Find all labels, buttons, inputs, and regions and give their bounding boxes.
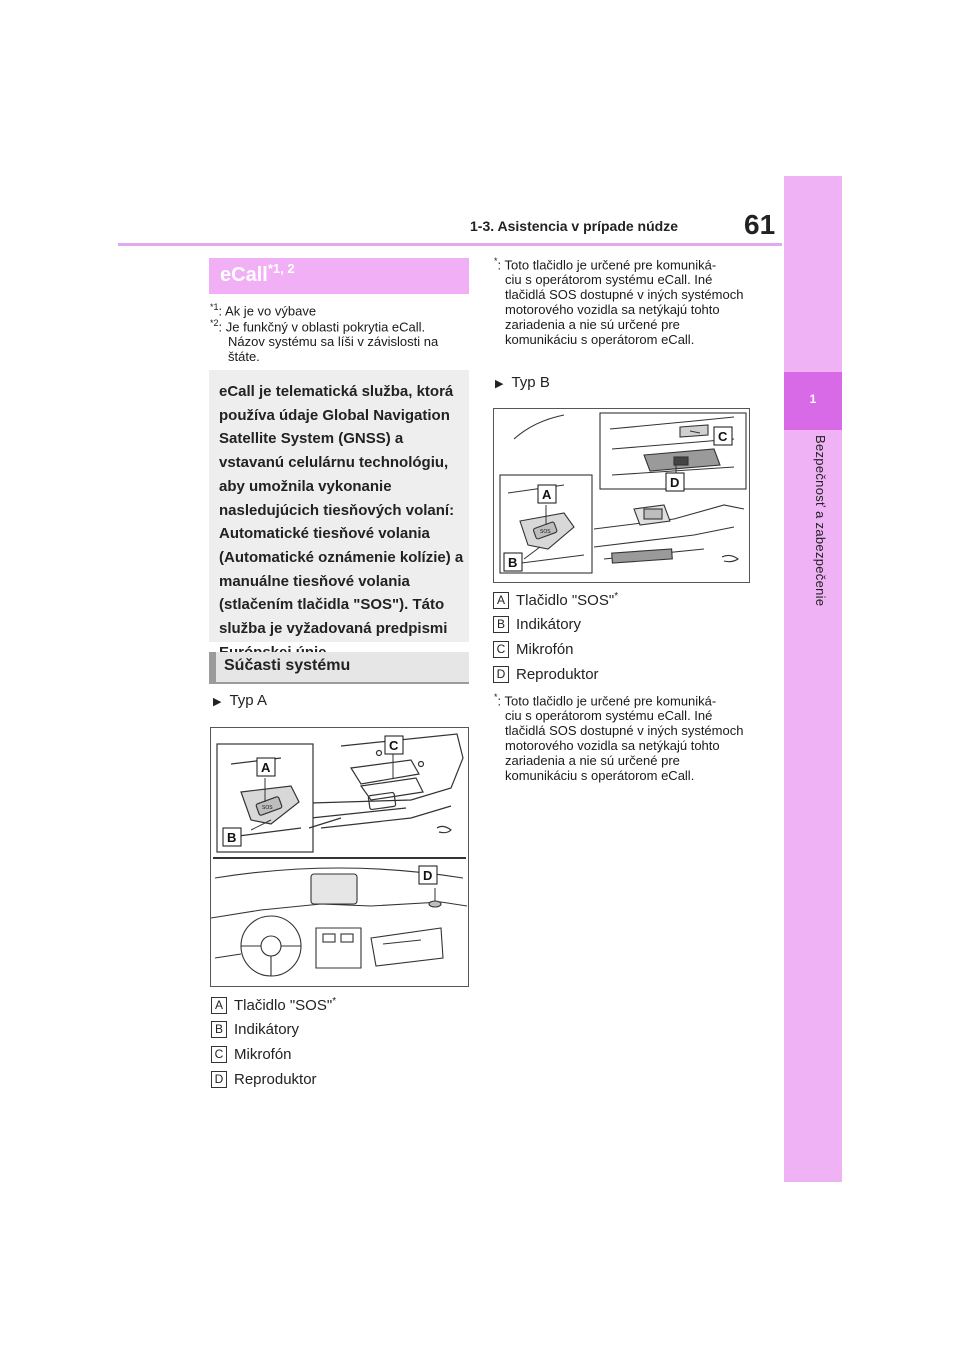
footnote-continuation: Názov systému sa líši v závislosti na štáte.	[228, 334, 439, 365]
figure-a-label-b: B	[227, 830, 237, 845]
badge-d: D	[493, 666, 509, 683]
figure-a-label-a: A	[261, 760, 271, 775]
type-a-text: Typ A	[229, 692, 267, 709]
chapter-number: 1	[809, 392, 817, 406]
figure-type-a	[210, 727, 469, 987]
item-text: Indikátory	[516, 616, 582, 633]
figure-b-sos-text: SOS	[540, 529, 551, 535]
footnote-text: : Toto tlačidlo je určené pre komuniká-	[497, 257, 717, 273]
item-text: Mikrofón	[234, 1046, 292, 1063]
type-b-text: Typ B	[511, 374, 550, 391]
subsection-title: Súčasti systému	[224, 657, 351, 674]
list-item	[211, 1071, 317, 1088]
footnote-text: : Je funkčný v oblasti pokrytia eCall.	[218, 319, 426, 335]
badge-c: C	[211, 1046, 227, 1063]
figure-type-a-drawing	[211, 728, 468, 986]
figure-b-label-a: A	[542, 487, 552, 502]
intro-text: eCall je telematická služba, ktorá používa údaje Global Navigation Satellite System (GNSS) a vstavanú celulárnu technológiu, aby umožnila vykonanie nasledujúcich tiesňových volaní: Automatické tiesňové volania (Automatické oznámenie kolízie) a manuálne tiesňové volania (stlačením tlačidla "SOS"). Táto služba je vyžadovaná predpismi	[219, 383, 464, 638]
item-sup: *	[614, 591, 619, 602]
list-item	[493, 666, 599, 683]
figure-b-label-d: D	[670, 475, 680, 490]
footnote-sos-bottom	[494, 690, 752, 783]
figure-b-label-b: B	[508, 555, 518, 570]
footnote-text: : Ak je vo výbave	[218, 303, 317, 319]
triangle-bullet-icon: ▶	[213, 696, 222, 708]
footnote-mark: *2	[210, 318, 219, 328]
badge-a: A	[493, 592, 509, 609]
item-text: Indikátory	[234, 1021, 300, 1038]
item-text: Mikrofón	[516, 641, 574, 658]
type-b-label	[495, 374, 550, 391]
page-heading	[220, 261, 295, 287]
item-text: Tlačidlo "SOS"	[516, 592, 615, 609]
triangle-bullet-icon: ▶	[495, 378, 504, 390]
footnote-sos-top	[494, 254, 752, 347]
item-sup: *	[332, 996, 337, 1007]
figure-a-label-c: C	[389, 738, 399, 753]
header-divider	[118, 243, 782, 246]
type-a-label	[213, 692, 267, 709]
item-text: Reproduktor	[516, 666, 599, 683]
heading-superscript: *1, 2	[267, 261, 295, 276]
footnote-continuation: ciu s operátorom systému eCall. Iné tlačidlá SOS dostupné v iných systémoch motorového vozidla sa netýkajú tohto zariadenia a nie sú určené pre komunikáciu s operátorom eCall.	[505, 272, 744, 348]
heading-text: eCall	[220, 264, 268, 286]
footnote-2	[210, 316, 468, 364]
page-number: 61	[744, 209, 776, 240]
item-text: Tlačidlo "SOS"	[234, 997, 333, 1014]
footnote-mark: *1	[210, 302, 219, 312]
footnote-continuation: ciu s operátorom systému eCall. Iné tlačidlá SOS dostupné v iných systémoch motorového vozidla sa netýkajú tohto zariadenia a nie sú určené pre komunikáciu s operátorom eCall.	[505, 708, 744, 784]
figure-a-sos-text: SOS	[262, 805, 273, 811]
chapter-title: Bezpečnosť a zabezpečenie	[813, 435, 828, 607]
badge-b: B	[493, 616, 509, 633]
section-title: 1-3. Asistencia v prípade núdze	[470, 218, 678, 234]
figure-a-label-d: D	[423, 868, 433, 883]
badge-a: A	[211, 997, 227, 1014]
badge-d: D	[211, 1071, 227, 1088]
list-item	[211, 1046, 292, 1063]
list-item	[211, 1021, 299, 1038]
footnote-mark: *	[494, 692, 498, 702]
item-text: Reproduktor	[234, 1071, 317, 1088]
badge-b: B	[211, 1021, 227, 1038]
footnote-text: : Toto tlačidlo je určené pre komuniká-	[497, 693, 717, 709]
list-item	[493, 591, 618, 609]
figure-type-b-drawing	[494, 409, 749, 582]
list-item	[211, 996, 336, 1014]
list-item	[493, 641, 574, 658]
footnote-mark: *	[494, 256, 498, 266]
badge-c: C	[493, 641, 509, 658]
chapter-side-strip	[784, 176, 842, 1182]
figure-b-label-c: C	[718, 429, 728, 444]
list-item	[493, 616, 581, 633]
figure-type-b	[493, 408, 750, 583]
